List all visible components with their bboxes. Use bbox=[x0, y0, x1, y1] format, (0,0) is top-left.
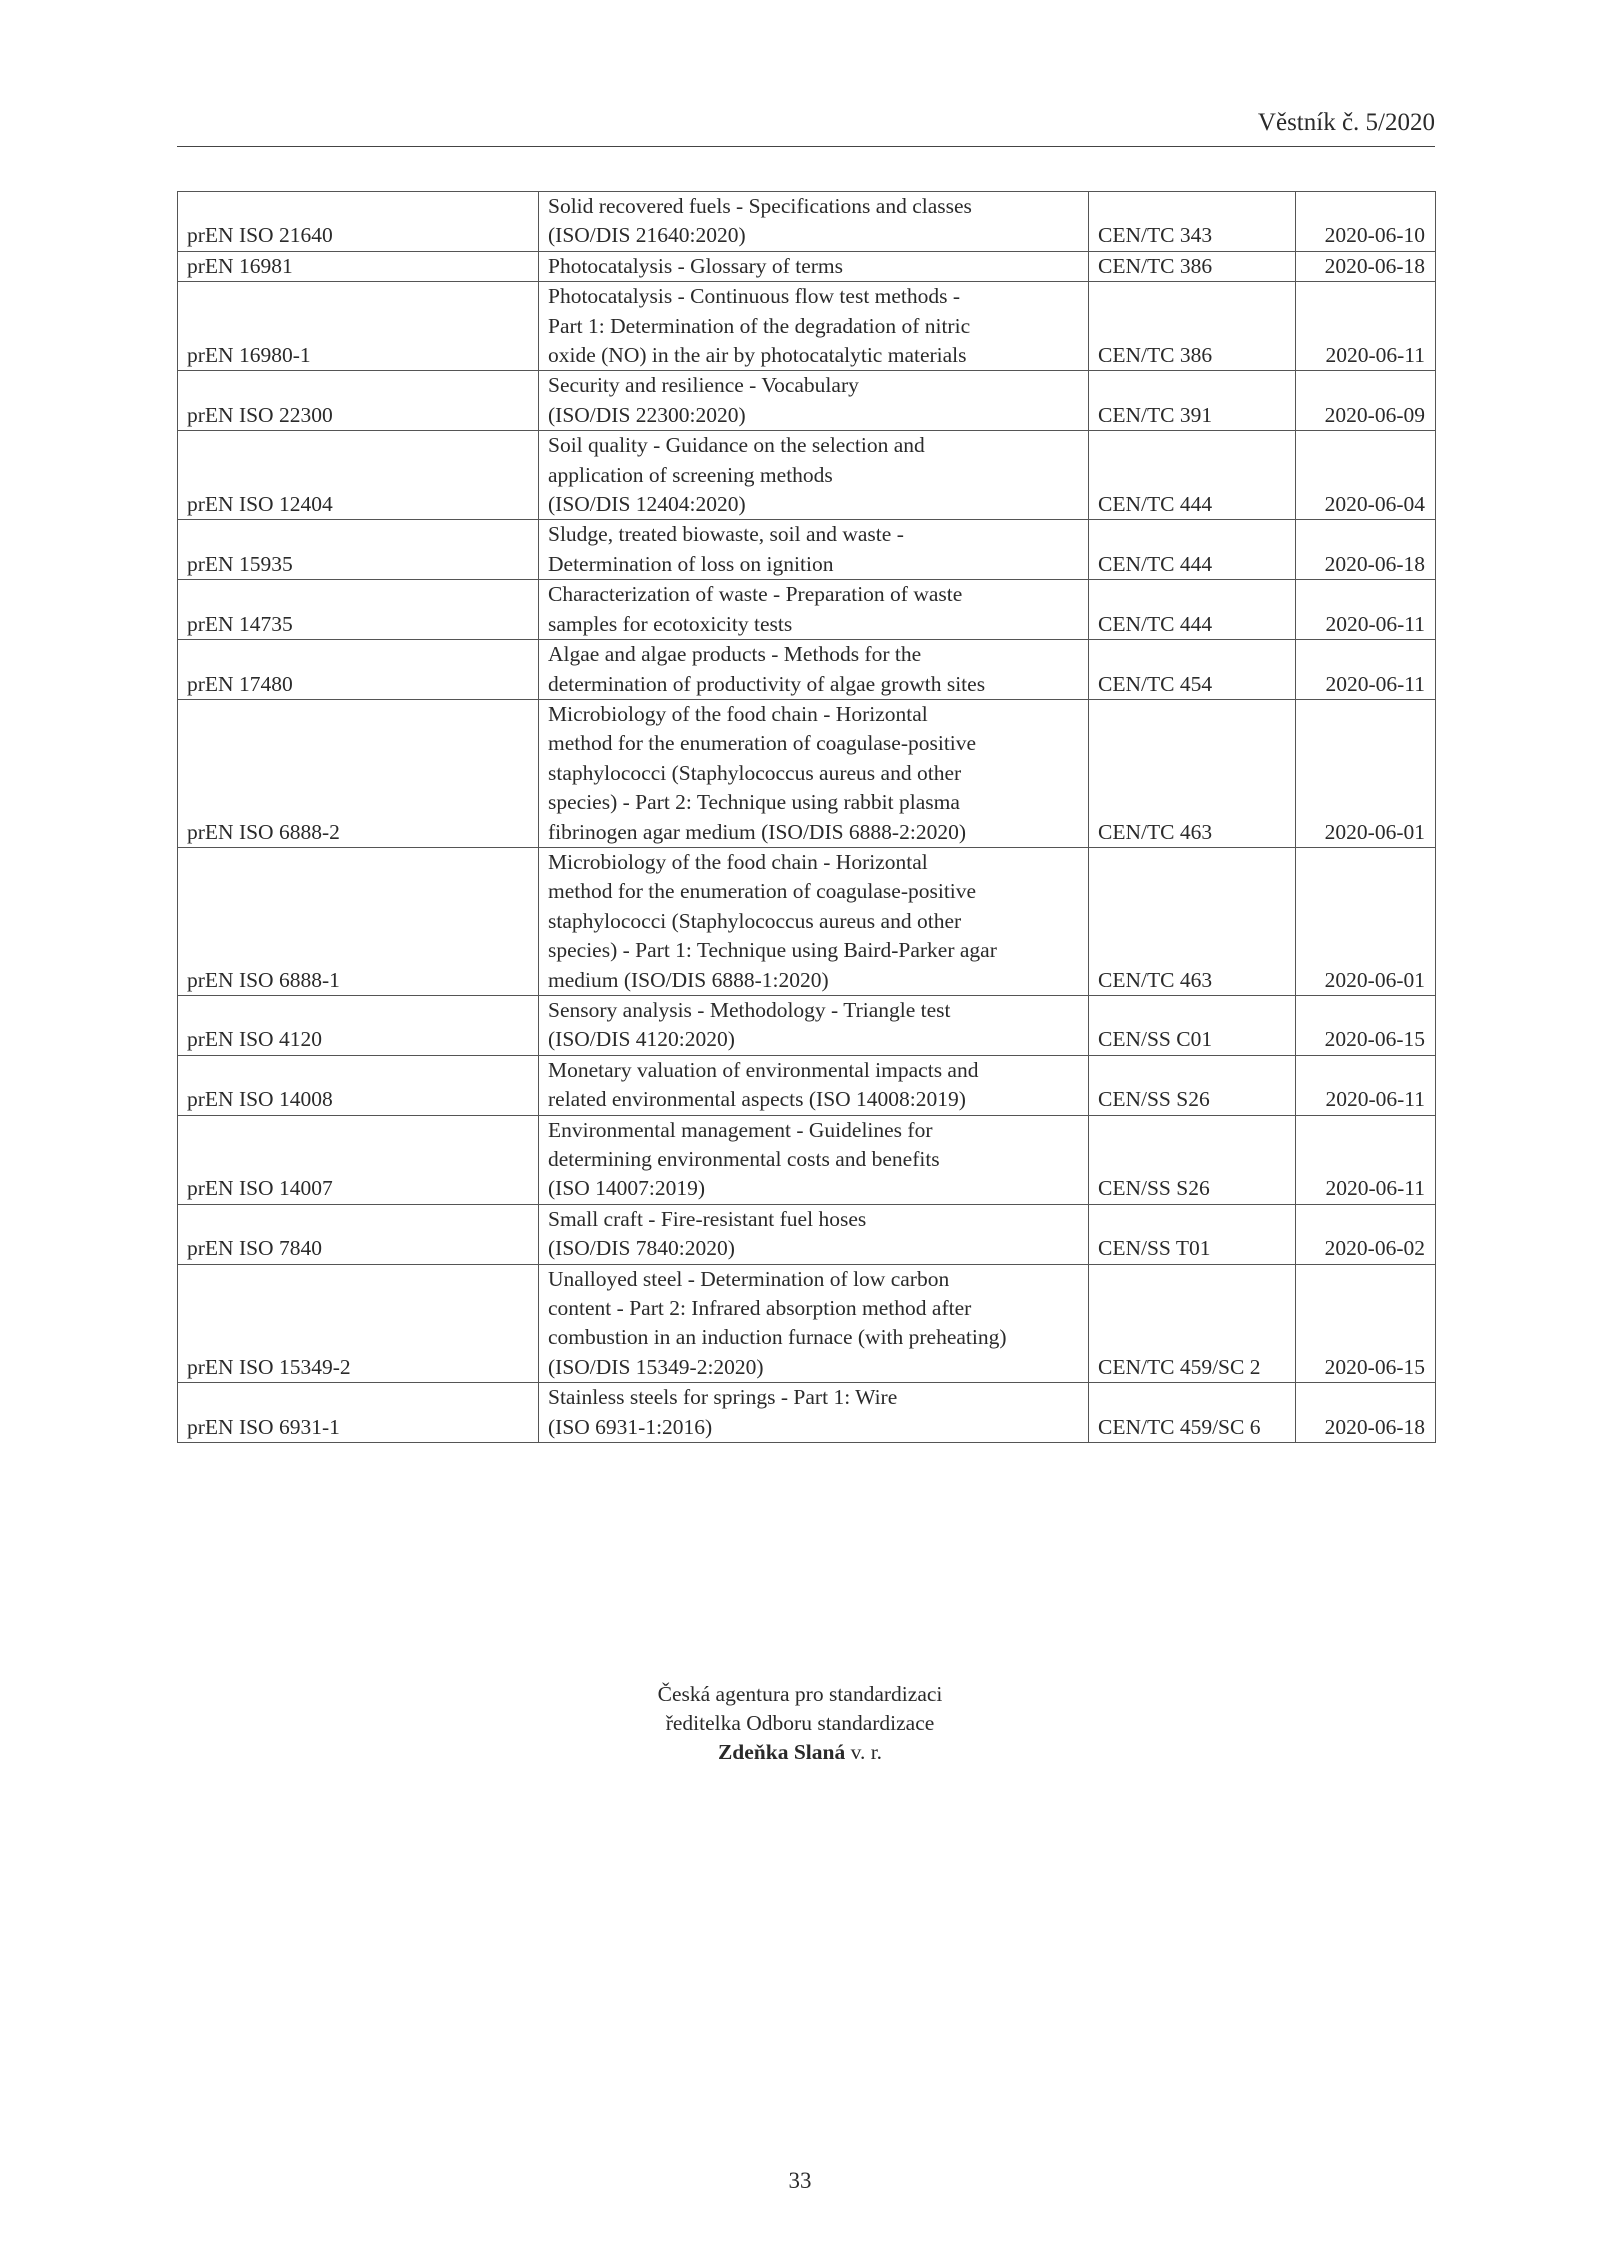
standard-code: prEN ISO 15349-2 bbox=[178, 1264, 539, 1383]
table-row bbox=[178, 847, 1436, 995]
standard-code: prEN 15935 bbox=[178, 520, 539, 580]
standard-title: Unalloyed steel - Determination of low carbon content - Part 2: Infrared absorption method after combustion in an induction furnace (with preheating) (ISO/DIS 15349-2:2020) bbox=[539, 1264, 1089, 1383]
standard-title: Stainless steels for springs - Part 1: Wire (ISO 6931-1:2016) bbox=[539, 1383, 1089, 1443]
technical-committee: CEN/TC 343 bbox=[1089, 192, 1296, 252]
table-row bbox=[178, 520, 1436, 580]
standard-title: Microbiology of the food chain - Horizontal method for the enumeration of coagulase-positive staphylococci (Staphylococcus aureus and other species) - Part 1: Technique using Baird-Parker agar medium (ISO/DIS 6888-1:2020) bbox=[539, 847, 1089, 995]
deadline-date: 2020-06-11 bbox=[1296, 282, 1436, 371]
table-row bbox=[178, 282, 1436, 371]
deadline-date: 2020-06-15 bbox=[1296, 1264, 1436, 1383]
technical-committee: CEN/TC 463 bbox=[1089, 699, 1296, 847]
deadline-date: 2020-06-18 bbox=[1296, 520, 1436, 580]
standard-title: Sensory analysis - Methodology - Triangle test (ISO/DIS 4120:2020) bbox=[539, 995, 1089, 1055]
technical-committee: CEN/TC 463 bbox=[1089, 847, 1296, 995]
table-row bbox=[178, 1383, 1436, 1443]
table-row bbox=[178, 1055, 1436, 1115]
signature-block bbox=[0, 1680, 1600, 1767]
signature-organization: Česká agentura pro standardizaci bbox=[657, 1682, 943, 1706]
standard-title: Photocatalysis - Glossary of terms bbox=[539, 251, 1089, 281]
standard-title: Sludge, treated biowaste, soil and waste - Determination of loss on ignition bbox=[539, 520, 1089, 580]
technical-committee: CEN/TC 444 bbox=[1089, 580, 1296, 640]
table-row bbox=[178, 1264, 1436, 1383]
deadline-date: 2020-06-11 bbox=[1296, 1055, 1436, 1115]
deadline-date: 2020-06-15 bbox=[1296, 995, 1436, 1055]
standard-code: prEN ISO 7840 bbox=[178, 1204, 539, 1264]
standards-table-body bbox=[178, 192, 1436, 1443]
deadline-date: 2020-06-09 bbox=[1296, 371, 1436, 431]
table-row bbox=[178, 251, 1436, 281]
standard-title: Soil quality - Guidance on the selection and application of screening methods (ISO/DIS 12404:2020) bbox=[539, 431, 1089, 520]
page-header bbox=[177, 108, 1435, 147]
table-row bbox=[178, 431, 1436, 520]
page-number: 33 bbox=[788, 2168, 812, 2193]
table-row bbox=[178, 1204, 1436, 1264]
deadline-date: 2020-06-02 bbox=[1296, 1204, 1436, 1264]
technical-committee: CEN/TC 386 bbox=[1089, 282, 1296, 371]
deadline-date: 2020-06-01 bbox=[1296, 699, 1436, 847]
standard-code: prEN 14735 bbox=[178, 580, 539, 640]
table-row bbox=[178, 995, 1436, 1055]
technical-committee: CEN/TC 459/SC 6 bbox=[1089, 1383, 1296, 1443]
standard-code: prEN 17480 bbox=[178, 640, 539, 700]
technical-committee: CEN/TC 444 bbox=[1089, 520, 1296, 580]
standard-code: prEN ISO 12404 bbox=[178, 431, 539, 520]
table-row bbox=[178, 1115, 1436, 1204]
standard-code: prEN ISO 4120 bbox=[178, 995, 539, 1055]
deadline-date: 2020-06-11 bbox=[1296, 640, 1436, 700]
standard-title: Environmental management - Guidelines for determining environmental costs and benefits (ISO 14007:2019) bbox=[539, 1115, 1089, 1204]
standard-title: Photocatalysis - Continuous flow test methods - Part 1: Determination of the degradation of nitric oxide (NO) in the air by photocatalytic materials bbox=[539, 282, 1089, 371]
signature-position: ředitelka Odboru standardizace bbox=[665, 1711, 935, 1735]
standard-title: Characterization of waste - Preparation of waste samples for ecotoxicity tests bbox=[539, 580, 1089, 640]
deadline-date: 2020-06-18 bbox=[1296, 1383, 1436, 1443]
standards-table bbox=[177, 191, 1436, 1443]
standard-title: Small craft - Fire-resistant fuel hoses (ISO/DIS 7840:2020) bbox=[539, 1204, 1089, 1264]
deadline-date: 2020-06-10 bbox=[1296, 192, 1436, 252]
standard-code: prEN 16981 bbox=[178, 251, 539, 281]
signature-suffix: v. r. bbox=[845, 1740, 883, 1764]
deadline-date: 2020-06-11 bbox=[1296, 580, 1436, 640]
standard-title: Solid recovered fuels - Specifications and classes (ISO/DIS 21640:2020) bbox=[539, 192, 1089, 252]
technical-committee: CEN/TC 444 bbox=[1089, 431, 1296, 520]
standard-code: prEN ISO 6931-1 bbox=[178, 1383, 539, 1443]
table-row bbox=[178, 580, 1436, 640]
technical-committee: CEN/SS S26 bbox=[1089, 1115, 1296, 1204]
technical-committee: CEN/SS S26 bbox=[1089, 1055, 1296, 1115]
standard-title: Microbiology of the food chain - Horizontal method for the enumeration of coagulase-positive staphylococci (Staphylococcus aureus and other species) - Part 2: Technique using rabbit plasma fibrinogen agar medium (ISO/DIS 6888-2:2020) bbox=[539, 699, 1089, 847]
bulletin-title: Věstník č. 5/2020 bbox=[1257, 109, 1435, 136]
deadline-date: 2020-06-18 bbox=[1296, 251, 1436, 281]
technical-committee: CEN/TC 386 bbox=[1089, 251, 1296, 281]
standard-code: prEN ISO 14008 bbox=[178, 1055, 539, 1115]
technical-committee: CEN/TC 454 bbox=[1089, 640, 1296, 700]
technical-committee: CEN/TC 391 bbox=[1089, 371, 1296, 431]
technical-committee: CEN/SS T01 bbox=[1089, 1204, 1296, 1264]
technical-committee: CEN/TC 459/SC 2 bbox=[1089, 1264, 1296, 1383]
standard-code: prEN ISO 6888-2 bbox=[178, 699, 539, 847]
standard-title: Algae and algae products - Methods for the determination of productivity of algae growth sites bbox=[539, 640, 1089, 700]
standard-code: prEN 16980-1 bbox=[178, 282, 539, 371]
deadline-date: 2020-06-04 bbox=[1296, 431, 1436, 520]
standard-code: prEN ISO 6888-1 bbox=[178, 847, 539, 995]
table-row bbox=[178, 192, 1436, 252]
standard-code: prEN ISO 14007 bbox=[178, 1115, 539, 1204]
technical-committee: CEN/SS C01 bbox=[1089, 995, 1296, 1055]
deadline-date: 2020-06-11 bbox=[1296, 1115, 1436, 1204]
table-row bbox=[178, 699, 1436, 847]
standard-title: Monetary valuation of environmental impacts and related environmental aspects (ISO 14008:2019) bbox=[539, 1055, 1089, 1115]
signature-name: Zdeňka Slaná bbox=[717, 1740, 846, 1764]
deadline-date: 2020-06-01 bbox=[1296, 847, 1436, 995]
standard-code: prEN ISO 22300 bbox=[178, 371, 539, 431]
standard-title: Security and resilience - Vocabulary (ISO/DIS 22300:2020) bbox=[539, 371, 1089, 431]
standard-code: prEN ISO 21640 bbox=[178, 192, 539, 252]
table-row bbox=[178, 371, 1436, 431]
signature-line bbox=[0, 1738, 1600, 1767]
table-row bbox=[178, 640, 1436, 700]
